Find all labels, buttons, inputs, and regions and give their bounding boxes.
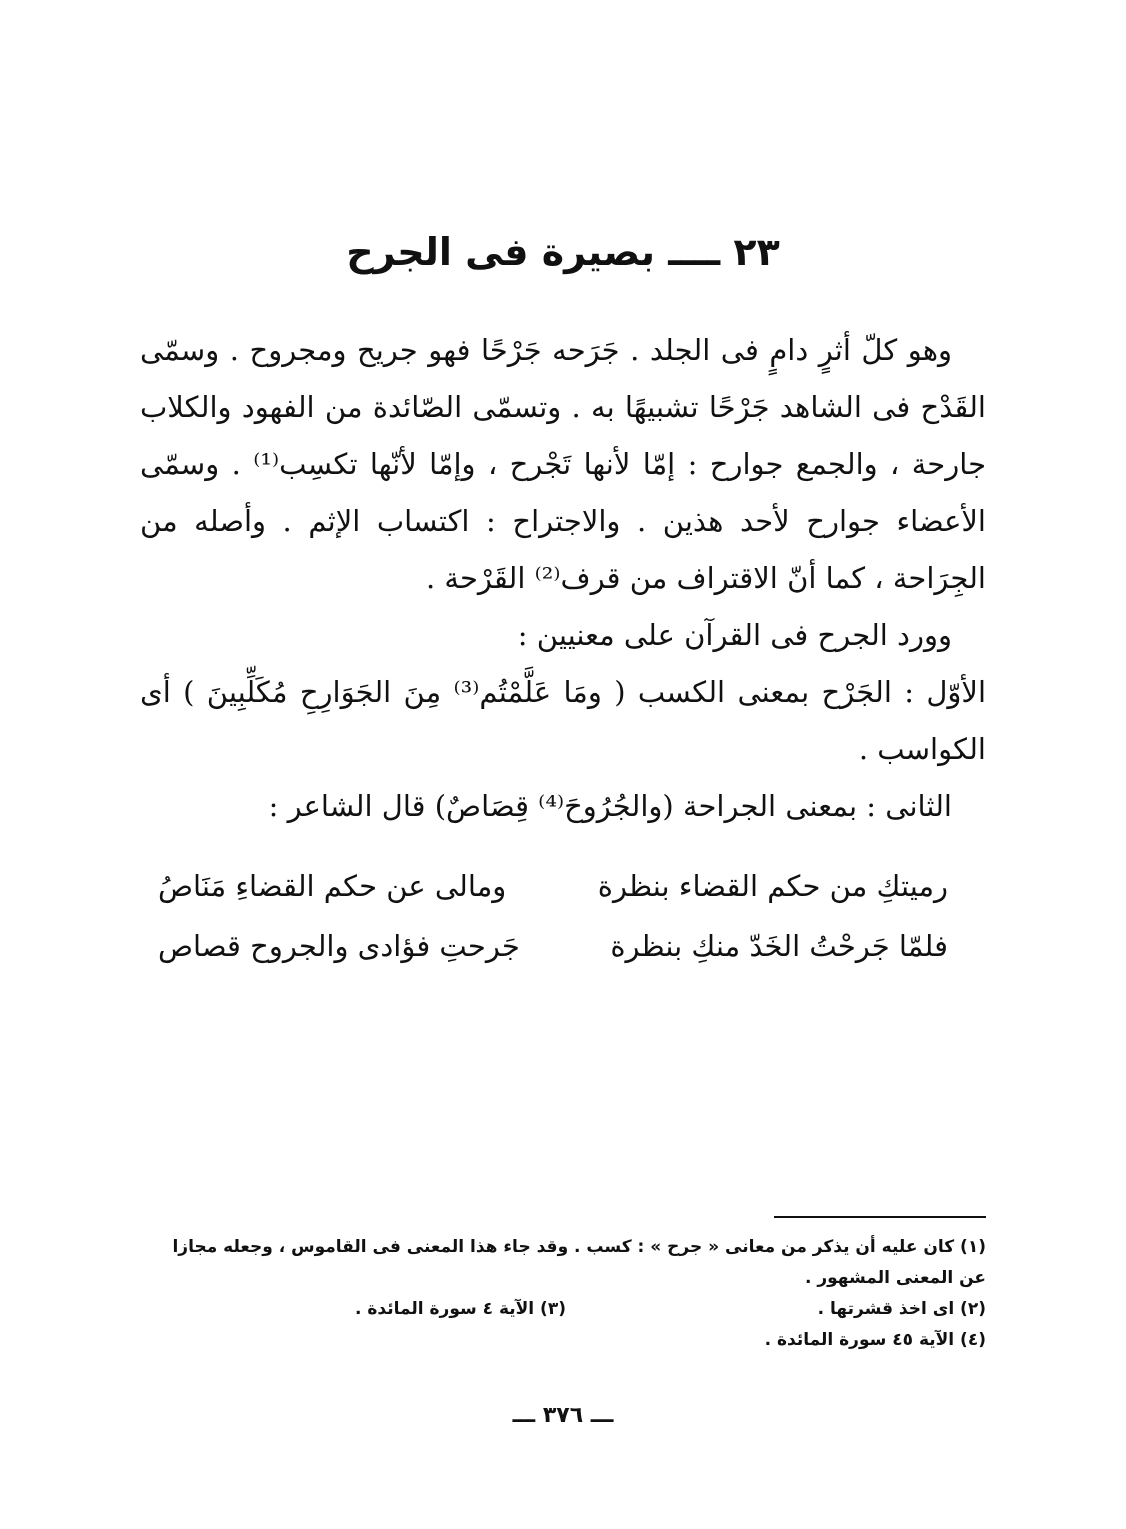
verse-second-hemistich: جَرحتِ فؤادى والجروح قصاص <box>158 929 520 963</box>
verse-second-hemistich: ومالى عن حكم القضاءِ مَنَاصُ <box>158 869 507 903</box>
footnote-divider <box>774 1216 986 1218</box>
paragraph-second-meaning: الثانى : بمعنى الجراحة (والجُرُوحَ⁽⁴⁾ قِصَاصٌ) قال الشاعر : <box>268 789 952 823</box>
paragraph-meanings-intro: وورد الجرح فى القرآن على معنيين : <box>517 618 952 652</box>
footnotes <box>140 1232 986 1356</box>
paragraph-definition: وهو كلّ أثرٍ دامٍ فى الجلد . جَرَحه جَرْحًا فهو جريح ومجروح . وسمّى القَدْح فى الشاهد جَرْحًا تشبيهًا به . وتسمّى الصّائدة من الفهود والكلاب جارحة ، والجمع جوارح : إمّا لأنها تَجْرح ، وإمّا لأنّها تكسِب⁽¹⁾ . وسمّى الأعضاء جوارح لأحد هذين . والاجتراح : اكتساب الإثم . وأصله من الجِرَاحة ، كما أنّ الاقتراف من قرف⁽²⁾ القَرْحة . <box>140 333 986 595</box>
footnote-3: (٣) الآية ٤ سورة المائدة . <box>354 1299 566 1319</box>
footnote-2: (٢) اى اخذ قشرتها . <box>817 1299 986 1319</box>
verse-first-hemistich: فلمّا جَرحْتُ الخَدّ منكِ بنظرة <box>610 929 948 963</box>
poem-verse <box>158 918 948 975</box>
page-number: ـــ ٣٧٦ ـــ <box>512 1403 614 1428</box>
footnote-row <box>140 1294 986 1325</box>
footnote-1: (١) كان عليه أن يذكر من معانى « جرح » : كسب . وقد جاء هذا المعنى فى القاموس ، وجعله مجازا عن المعنى المشهور . <box>172 1237 986 1288</box>
verse-first-hemistich: رميتكِ من حكم القضاء بنظرة <box>597 869 948 903</box>
paragraph-first-meaning: الأوّل : الجَرْح بمعنى الكسب ( ومَا عَلَّمْتُم⁽³⁾ مِنَ الجَوَارِحِ مُكَلِّبِينَ ) أى الكواسب . <box>140 675 987 766</box>
footnote-4: (٤) الآية ٤٥ سورة المائدة . <box>764 1330 986 1350</box>
body-text <box>140 322 986 835</box>
poem-verse <box>158 858 948 915</box>
section-heading: ٢٣ ــــ بصيرة فى الجرح <box>346 230 780 274</box>
